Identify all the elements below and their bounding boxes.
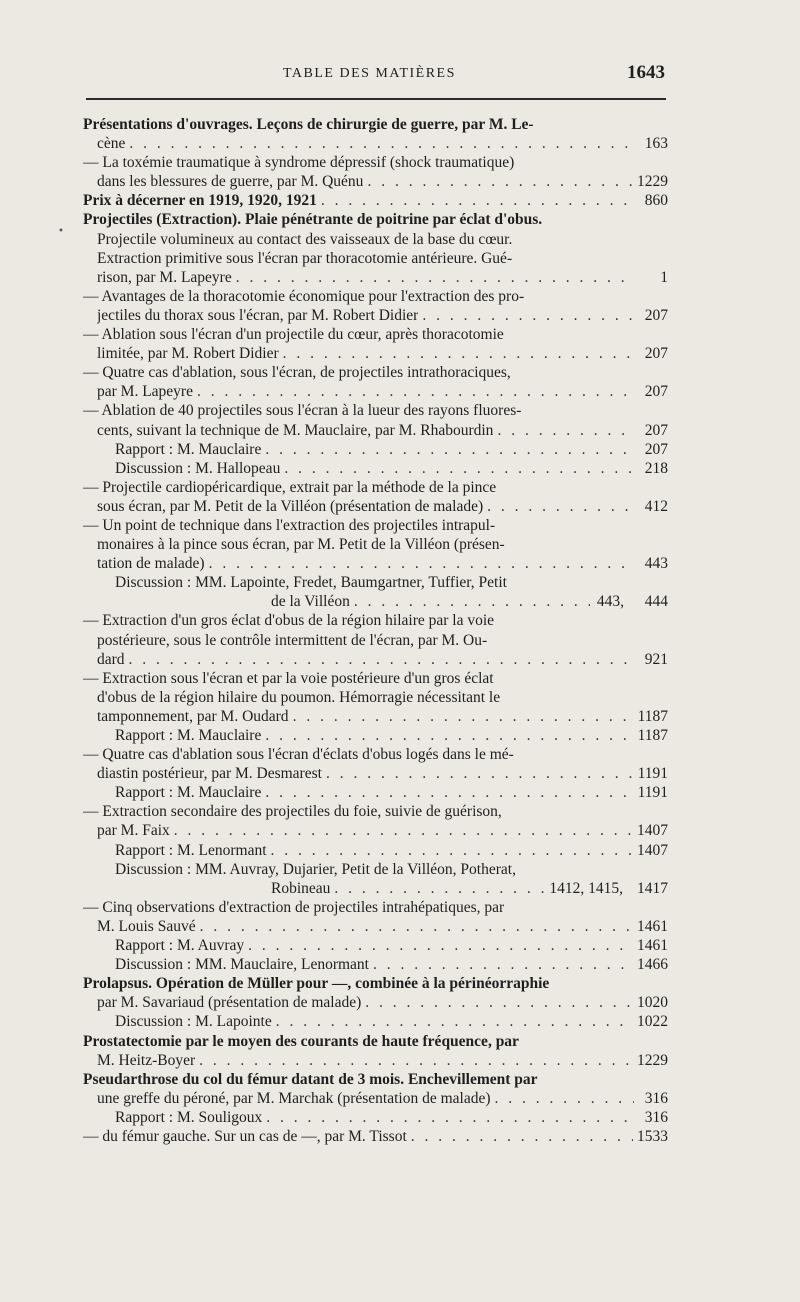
page-reference: 1191 (637, 765, 668, 783)
entry-text: monaires à la pince sous écran, par M. Petit de la Villéon (présen- (97, 536, 505, 554)
index-line (83, 745, 668, 764)
entry-text: Robineau (271, 879, 331, 897)
index-line (83, 841, 668, 860)
dot-leader (422, 306, 634, 325)
dot-leader (276, 1012, 633, 1031)
index-line (83, 860, 668, 879)
page-reference: 207 (644, 440, 668, 458)
entry-text: Projectiles (Extraction). Plaie pénétrante de poitrine par éclat d'obus. (83, 211, 543, 229)
entry-text: — Extraction d'un gros éclat d'obus de la région hilaire par la voie (83, 612, 495, 630)
index-line (83, 1089, 668, 1108)
entry-text: Pseudarthrose du col du fémur datant de 3 mois. Enchevillement par (83, 1070, 538, 1088)
index-line (83, 210, 668, 229)
page-reference: 1461 (637, 917, 668, 935)
entry-text: sous écran, par M. Petit de la Villéon (présentation de malade) (97, 497, 484, 515)
entry-text: Discussion : M. Hallopeau (115, 459, 281, 477)
index-entries (83, 115, 668, 1146)
entry-text: — Ablation sous l'écran d'un projectile du cœur, après thoracotomie (83, 326, 504, 344)
dot-leader (209, 554, 634, 573)
dot-leader (293, 707, 634, 726)
entry-text: Prix à décerner en 1919, 1920, 1921 (83, 192, 317, 210)
entry-text: rison, par M. Lapeyre (97, 268, 232, 286)
index-line (83, 783, 668, 802)
dot-leader (248, 936, 633, 955)
index-line (83, 688, 668, 707)
entry-text: Discussion : MM. Lapointe, Fredet, Baumgartner, Tuffier, Petit (115, 574, 507, 592)
index-line (83, 592, 668, 611)
page-reference: 1191 (637, 784, 668, 802)
index-line (83, 344, 668, 363)
entry-text: Extraction primitive sous l'écran par thoracotomie antérieure. Gué- (97, 249, 513, 267)
dot-leader (497, 421, 634, 440)
entry-text: une greffe du péroné, par M. Marchak (présentation de malade) (97, 1089, 491, 1107)
page-reference: 1466 (637, 956, 668, 974)
entry-text: d'obus de la région hilaire du poumon. Hémorragie nécessitant le (97, 688, 501, 706)
index-line (83, 879, 668, 898)
page-reference: 316 (644, 1089, 668, 1107)
page-reference: 444 (644, 593, 668, 611)
index-line (83, 955, 668, 974)
margin-mark: • (58, 226, 64, 237)
dot-leader (334, 879, 545, 898)
index-line (83, 707, 668, 726)
entry-text: cène (97, 135, 126, 153)
index-line (83, 726, 668, 745)
entry-text: Rapport : M. Auvray (115, 937, 245, 955)
dot-leader (266, 1108, 634, 1127)
dot-leader (265, 783, 633, 802)
entry-text: Projectile volumineux au contact des vaisseaux de la base du cœur. (97, 230, 513, 248)
page-reference: 1461 (637, 937, 668, 955)
entry-text: — Quatre cas d'ablation, sous l'écran, de projectiles intrathoraciques, (83, 364, 511, 382)
page-header (83, 62, 663, 86)
index-line (83, 153, 668, 172)
page-reference: 1187 (637, 727, 668, 744)
dot-leader (265, 726, 633, 745)
index-line (83, 172, 668, 191)
entry-text: Rapport : M. Mauclaire (115, 727, 262, 744)
dot-leader (411, 1127, 633, 1146)
page-reference: 1412, 1415, (549, 879, 623, 897)
index-line (83, 115, 668, 134)
entry-text: par M. Lapeyre (97, 383, 193, 401)
entry-text: — Un point de technique dans l'extraction des projectiles intrapul- (83, 516, 496, 534)
dot-leader (354, 592, 590, 611)
dot-leader (129, 650, 634, 669)
index-line (83, 974, 668, 993)
index-line (83, 249, 668, 268)
entry-text: — Cinq observations d'extraction de projectiles intrahépatiques, par (83, 898, 505, 916)
page-reference: 316 (644, 1108, 668, 1126)
page-reference: 443 (644, 555, 668, 573)
entry-text: Discussion : MM. Auvray, Dujarier, Petit de la Villéon, Potherat, (115, 860, 516, 878)
page-reference: 207 (644, 306, 668, 324)
entry-text: par M. Savariaud (présentation de malade) (97, 994, 362, 1012)
page-reference: 1022 (637, 1013, 668, 1031)
entry-text: Rapport : M. Souligoux (115, 1108, 263, 1126)
index-line (83, 821, 668, 840)
dot-leader (265, 440, 634, 459)
page-reference: 1417 (637, 879, 668, 897)
entry-text: Présentations d'ouvrages. Leçons de chirurgie de guerre, par M. Le- (83, 116, 534, 133)
page-reference: 218 (644, 459, 668, 477)
dot-leader (321, 191, 634, 210)
entry-text: — Ablation de 40 projectiles sous l'écran à la lueur des rayons fluores- (83, 402, 522, 420)
index-line (83, 1012, 668, 1031)
page-reference: 412 (644, 497, 668, 515)
index-line (83, 440, 668, 459)
page-reference: 1229 (637, 1051, 668, 1069)
entry-text: cents, suivant la technique de M. Mauclaire, par M. Rhabourdin (97, 421, 494, 439)
entry-text: par M. Faix (97, 822, 170, 840)
page-reference: 207 (644, 345, 668, 363)
entry-text: tamponnement, par M. Oudard (97, 707, 289, 725)
dot-leader (365, 993, 633, 1012)
index-line (83, 1032, 668, 1051)
dot-leader (367, 172, 633, 191)
index-line (83, 1108, 668, 1127)
dot-leader (236, 268, 634, 287)
index-line (83, 401, 668, 420)
index-line (83, 917, 668, 936)
index-line (83, 1127, 668, 1146)
index-line (83, 535, 668, 554)
index-line (83, 650, 668, 669)
index-line (83, 936, 668, 955)
page-reference: 921 (644, 650, 668, 668)
index-line (83, 268, 668, 287)
header-rule (86, 98, 666, 100)
dot-leader (271, 841, 633, 860)
entry-text: Discussion : M. Lapointe (115, 1013, 272, 1031)
entry-text: diastin postérieur, par M. Desmarest (97, 765, 322, 783)
entry-text: — La toxémie traumatique à syndrome dépressif (shock traumatique) (83, 154, 515, 172)
dot-leader (326, 764, 634, 783)
page-reference: 207 (644, 421, 668, 439)
index-line (83, 421, 668, 440)
index-line (83, 1070, 668, 1089)
entry-text: M. Louis Sauvé (97, 917, 196, 935)
entry-text: Rapport : M. Lenormant (115, 841, 267, 859)
entry-text: Rapport : M. Mauclaire (115, 784, 262, 802)
entry-text: Prolapsus. Opération de Müller pour —, combinée à la périnéorraphie (83, 975, 550, 993)
index-line (83, 669, 668, 688)
page-reference: 1020 (637, 994, 668, 1012)
page-reference: 1187 (637, 707, 668, 725)
index-line (83, 898, 668, 917)
page-reference: 1407 (637, 841, 668, 859)
entry-text: — Extraction secondaire des projectiles du foie, suivie de guérison, (83, 803, 502, 821)
entry-text: tation de malade) (97, 555, 205, 573)
entry-text: dans les blessures de guerre, par M. Quénu (97, 173, 364, 191)
page-reference: 1533 (637, 1127, 668, 1145)
index-line (83, 230, 668, 249)
entry-text: Rapport : M. Mauclaire (115, 440, 262, 458)
entry-text: — Extraction sous l'écran et par la voie postérieure d'un gros éclat (83, 669, 494, 687)
page-reference: 163 (644, 135, 668, 153)
entry-text: postérieure, sous le contrôle intermittent de l'écran, par M. Ou- (97, 631, 488, 649)
index-line (83, 611, 668, 630)
entry-text: — Quatre cas d'ablation sous l'écran d'éclats d'obus logés dans le mé- (83, 746, 514, 764)
entry-text: — du fémur gauche. Sur un cas de —, par M. Tissot (83, 1127, 407, 1145)
dot-leader (495, 1089, 634, 1108)
page-reference: 860 (644, 192, 668, 210)
entry-text: jectiles du thorax sous l'écran, par M. Robert Didier (97, 306, 419, 324)
index-line (83, 306, 668, 325)
running-title: TABLE DES MATIÈRES (283, 66, 456, 81)
index-line (83, 573, 668, 592)
index-line (83, 325, 668, 344)
page-number: 1643 (627, 62, 665, 83)
index-line (83, 134, 668, 153)
entry-text: de la Villéon (271, 593, 350, 611)
entry-text: Discussion : MM. Mauclaire, Lenormant (115, 956, 369, 974)
index-line (83, 497, 668, 516)
dot-leader (197, 382, 634, 401)
dot-leader (200, 917, 633, 936)
dot-leader (487, 497, 634, 516)
index-line (83, 478, 668, 497)
index-line (83, 802, 668, 821)
dot-leader (373, 955, 633, 974)
index-line (83, 554, 668, 573)
entry-text: M. Heitz-Boyer (97, 1051, 196, 1069)
index-line (83, 459, 668, 478)
entry-text: — Projectile cardiopéricardique, extrait par la méthode de la pince (83, 478, 497, 496)
entry-text: dard (97, 650, 125, 668)
index-line (83, 631, 668, 650)
dot-leader (283, 344, 634, 363)
entry-text: limitée, par M. Robert Didier (97, 345, 279, 363)
index-line (83, 363, 668, 382)
page-reference: 443, (596, 593, 624, 611)
dot-leader (199, 1051, 633, 1070)
dot-leader (129, 134, 634, 153)
index-line (83, 764, 668, 783)
index-line (83, 516, 668, 535)
page-reference: 1407 (637, 822, 668, 840)
page-reference: 1229 (637, 173, 668, 191)
index-line (83, 191, 668, 210)
index-line (83, 287, 668, 306)
dot-leader (174, 821, 633, 840)
index-line (83, 382, 668, 401)
dot-leader (284, 459, 634, 478)
index-line (83, 1051, 668, 1070)
page-reference: 207 (644, 383, 668, 401)
page-reference: 1 (660, 268, 668, 286)
index-line (83, 993, 668, 1012)
entry-text: — Avantages de la thoracotomie économique pour l'extraction des pro- (83, 287, 525, 305)
entry-text: Prostatectomie par le moyen des courants de haute fréquence, par (83, 1032, 519, 1050)
